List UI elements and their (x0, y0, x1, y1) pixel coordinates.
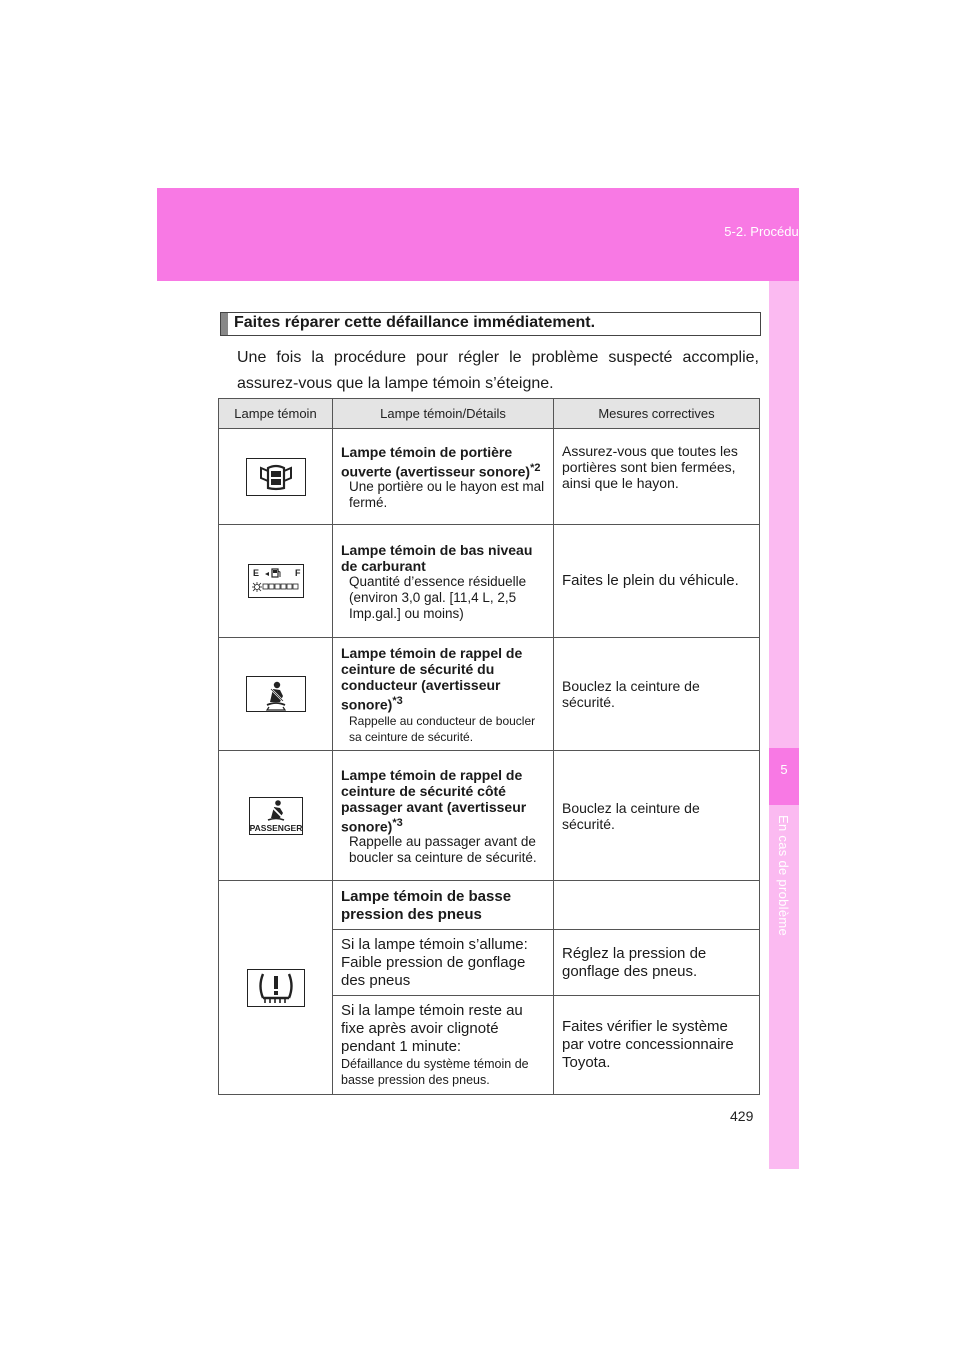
condition-text: Si la lampe témoin reste au fixe après avoir clignoté pendant 1 minute: (341, 1002, 523, 1055)
light-details: Rappelle au passager avant de boucler sa ceinture de sécurité. (349, 834, 537, 866)
condition-cell: Si la lampe témoin s’allume: Faible pression de gonflage des pneus (333, 930, 554, 996)
details-cell (333, 881, 554, 930)
light-details-line: (environ 3,0 gal. [11,4 L, 2,5 Imp.gal.] ou moins) (349, 590, 517, 621)
icon-cell (219, 751, 333, 881)
table-header-row (219, 399, 760, 429)
table-row (219, 429, 760, 525)
chapter-number: 5 (780, 762, 788, 777)
action-cell: Faites le plein du véhicule. (554, 525, 760, 638)
footnote-ref: *3 (392, 695, 403, 708)
page-number: 429 (730, 1108, 754, 1124)
table-row (219, 638, 760, 751)
light-title-text: Lampe témoin de rappel de ceinture de sécurité côté passager avant (avertisseur sonore) (341, 766, 527, 835)
tire-pressure-warning-icon (247, 969, 305, 1007)
light-details: Une portière ou le hayon est mal fermé. (349, 479, 545, 511)
icon-cell (219, 429, 333, 525)
light-details: Rappelle au conducteur de boucler sa ceinture de sécurité. (349, 713, 536, 744)
column-header-details: Lampe témoin/Détails (333, 399, 554, 429)
light-title: Lampe témoin de basse pression des pneus (341, 888, 512, 923)
icon-cell (219, 525, 333, 638)
action-cell: Bouclez la ceinture de sécurité. (554, 638, 760, 751)
notice-accent-bar (221, 313, 228, 335)
light-title (341, 444, 547, 480)
details-cell (333, 751, 554, 881)
action-cell: Bouclez la ceinture de sécurité. (554, 751, 760, 881)
column-header-actions: Mesures correctives (554, 399, 760, 429)
warning-lights-table (218, 398, 760, 1095)
light-title-text: Lampe témoin de rappel de ceinture de sécurité du conducteur (avertisseur sonore) (341, 645, 523, 713)
table-row (219, 881, 760, 930)
chapter-title: En cas de problème (776, 815, 791, 937)
driver-seatbelt-reminder-icon (246, 676, 306, 712)
chapter-side-tab (769, 281, 799, 1169)
icon-cell (219, 638, 333, 751)
condition-cell (333, 996, 554, 1095)
icon-cell (219, 881, 333, 1095)
action-cell: Assurez-vous que toutes les portières sont bien fermées, ainsi que le hayon. (554, 429, 760, 525)
light-title: Lampe témoin de bas niveau de carburant (341, 542, 533, 574)
table-row (219, 751, 760, 881)
details-cell (333, 429, 554, 525)
intro-paragraph: Une fois la procédure pour régler le problème suspecté accomplie, assurez-vous que la lampe témoin s’éteigne. (237, 349, 759, 392)
fuel-empty-label: E (252, 568, 259, 578)
section-title: 5-2. Procédures en cas d'urgence (724, 224, 919, 239)
light-title (341, 645, 547, 713)
passenger-seatbelt-reminder-icon (249, 797, 303, 835)
footnote-ref: *3 (392, 816, 403, 829)
footnote-ref: *2 (530, 461, 541, 474)
condition-detail: Défaillance du système témoin de basse pression des pneus. (341, 1057, 529, 1087)
low-fuel-warning-icon (248, 564, 304, 598)
action-cell: Faites vérifier le système par votre concessionnaire Toyota. (554, 996, 760, 1095)
passenger-label: PASSENGER (249, 822, 302, 833)
action-cell: Réglez la pression de gonflage des pneus. (554, 930, 760, 996)
notice-box (220, 312, 761, 336)
light-title (341, 767, 547, 835)
details-cell (333, 525, 554, 638)
notice-text: Faites réparer cette défaillance immédiatement. (234, 314, 596, 331)
table-row (219, 525, 760, 638)
column-header-light: Lampe témoin (219, 399, 333, 429)
light-title-text: Lampe témoin de portière ouverte (avertisseur sonore) (341, 443, 531, 480)
details-cell (333, 638, 554, 751)
light-details-line: Quantité d’essence résiduelle (349, 574, 527, 589)
door-open-warning-icon (246, 458, 306, 496)
fuel-full-label: F (294, 568, 300, 578)
empty-action-cell (554, 881, 760, 930)
header-band (157, 188, 799, 281)
